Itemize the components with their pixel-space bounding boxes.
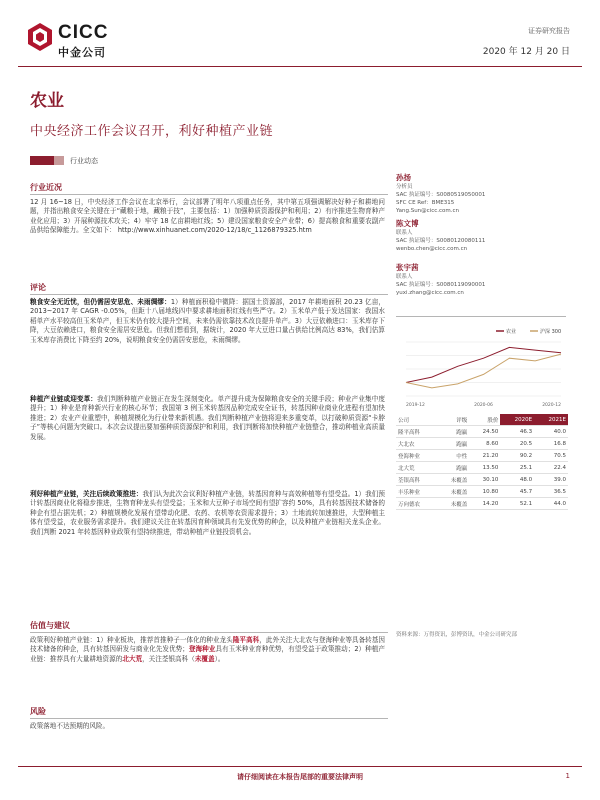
stock-highlight: 北大荒 xyxy=(122,654,143,663)
comment-paragraph-1 xyxy=(30,298,385,345)
analyst-name: 陈文博 xyxy=(396,219,419,228)
table-cell: 跑赢 xyxy=(437,426,469,438)
risk-text: 政策落地不达预期的风险。 xyxy=(30,722,110,730)
summary-text: 12 月 16~18 日，中央经济工作会议在北京举行，会议部署了明年八项重点任务，其中第五项强调解决好种子和耕地问题，并指出粮食安全关键在于“藏粮于地，藏粮于技”，主要包括：1）加强种质资源保护和利用；2）有序推进生物育种产业化应用；3）开展种源技术攻关；4）牢守 18 亿亩耕地红线；5）建设国家粮食安全产业带；6）提高粮食和重要农副产品供给保障能力。全文如下： xyxy=(30,198,385,235)
table-row xyxy=(396,426,568,438)
table-cell: 39.0 xyxy=(534,474,568,486)
analyst-sac: SAC 执证编号：S0080119090001 xyxy=(396,282,486,288)
comment-text-3: 我们认为此次会议利好种植产业链，转基因育种与高效种植等有望受益。1）我们预计转基因商业化将稳步推进，生物育种龙头有望受益；玉米和大豆种子市场空间有望扩容约 50%，具有转基因技术储备的种企有望占据先机；2）种植规模化发展有望带动化肥、农药、农机等农资需求提升；3）土地流转加速推进，大型种植主体有望受益，农业服务需求提升。我们建议关注在转基因育种领域具有先发优势的种企，以及种植产业链相关龙头企业。我们判断 2021 年转基因种业政策有望持续推进，带动种植产业链投资机会。 xyxy=(30,490,386,536)
chart-legend-label: 沪深 300 xyxy=(540,329,562,335)
table-cell: 90.2 xyxy=(500,450,534,462)
table-cell: 40.0 xyxy=(534,426,568,438)
analyst-email[interactable]: wenbo.chen@cicc.com.cn xyxy=(396,246,468,252)
table-cell: 22.4 xyxy=(534,462,568,474)
table-header: 2021E xyxy=(534,414,568,426)
analyst-sac: SAC 执证编号：S0080120080111 xyxy=(396,238,486,244)
header-divider xyxy=(18,66,582,67)
rec-text-e: ）。 xyxy=(214,654,225,663)
report-type: 证券研究报告 xyxy=(528,27,570,35)
analyst-block xyxy=(396,262,566,297)
rec-text-b: ，此外关注大北农与登海种业等具备转基因技术储备的种企，具有转基因研发与商业化先发优势； xyxy=(30,636,386,654)
stock-highlight: 登海种业 xyxy=(188,645,216,654)
chart-x-tick-label: 2019-12 xyxy=(406,403,425,408)
table-cell: 北大荒 xyxy=(396,462,437,474)
summary-paragraph xyxy=(30,198,385,236)
section-heading-summary: 行业近况 xyxy=(30,183,62,192)
data-sources: 资料来源：万得资讯，彭博资讯，中金公司研究部 xyxy=(396,632,518,638)
analyst-role: 分析员 xyxy=(396,184,413,190)
table-cell: 13.50 xyxy=(469,462,500,474)
analyst-divider xyxy=(396,316,566,317)
table-row xyxy=(396,486,568,498)
table-cell: 44.0 xyxy=(534,498,568,510)
logo-text-en: CICC xyxy=(58,22,109,43)
table-header: 公司 xyxy=(396,414,437,426)
analyst-sfc: SFC CE Ref：BME315 xyxy=(396,200,455,206)
table-cell: 10.80 xyxy=(469,486,500,498)
analyst-name: 孙扬 xyxy=(396,173,411,182)
comment-paragraph-3 xyxy=(30,490,385,537)
page-number: 1 xyxy=(565,772,570,780)
comment-lead-1: 粮食安全无近忧，但仍需居安思危、未雨绸缪： xyxy=(30,298,171,306)
table-header: 股价 xyxy=(469,414,500,426)
table-cell: 14.20 xyxy=(469,498,500,510)
analyst-block xyxy=(396,172,566,215)
table-cell: 荃银高科 xyxy=(396,474,437,486)
table-cell: 未覆盖 xyxy=(437,474,469,486)
table-cell: 70.5 xyxy=(534,450,568,462)
table-cell: 45.7 xyxy=(500,486,534,498)
chart-x-tick-label: 2020-06 xyxy=(474,403,493,408)
section-rule xyxy=(30,718,388,719)
chart-series-line xyxy=(406,354,561,388)
table-header: 2020E xyxy=(500,414,534,426)
table-cell: 16.8 xyxy=(534,438,568,450)
table-cell: 登海种业 xyxy=(396,450,437,462)
table-cell: 隆平高科 xyxy=(396,426,437,438)
table-cell: 20.5 xyxy=(500,438,534,450)
table-cell: 大北农 xyxy=(396,438,437,450)
table-row xyxy=(396,474,568,486)
analyst-name: 张宇茜 xyxy=(396,263,419,272)
comment-text-1: 1）种植面积稳中微降：据国土资源部，2017 年耕地面积 20.23 亿亩，2013~2017 年 CAGR -0.05%，但距十八届地线四中要求耕地面积红线有些严守。2）玉米单产低于发达国家：我国水稻单产水平较高但玉米单产，但玉米仍有较大提升空间，未来仍需依靠技术改良提升单产。3）大豆依赖进口：玉米库存下降，大豆依赖进口，粮食安全需居安思危。但我们想看到，据统计，2020 年大豆进口量占供给比例高达 83%，我们估算玉米库存消费比下降至约 20%，说明粮食安全仍需居安思危，未雨绸缪。 xyxy=(30,298,386,344)
analyst-email[interactable]: yuxi.zhang@cicc.com.cn xyxy=(396,290,464,296)
table-cell: 跑赢 xyxy=(437,462,469,474)
table-cell: 25.1 xyxy=(500,462,534,474)
chart-legend-label: 农业 xyxy=(506,329,517,335)
report-date: 2020 年 12 月 20 日 xyxy=(482,47,570,57)
comment-lead-2: 种植产业链或迎变革： xyxy=(30,395,98,403)
table-row xyxy=(396,450,568,462)
rec-text-d: ，关注荃银高科（ xyxy=(142,654,195,663)
tag-bar xyxy=(30,156,54,165)
report-title: 中央经济工作会议召开，利好种植产业链 xyxy=(30,124,274,139)
table-row xyxy=(396,498,568,510)
logo-text-cn: 中金公司 xyxy=(58,46,106,59)
stock-highlight: 未覆盖 xyxy=(194,654,215,663)
table-cell: 丰乐种业 xyxy=(396,486,437,498)
chart-series-line xyxy=(406,347,561,382)
section-rule xyxy=(30,194,388,195)
section-heading-recommendation: 估值与建议 xyxy=(30,621,70,630)
rec-text-a: 政策利好种植产业链：1）种业板块，推荐首推种子一体化的种业龙头 xyxy=(30,636,233,644)
section-heading-risk: 风险 xyxy=(30,707,46,716)
analyst-sac: SAC 执证编号：S0080519050001 xyxy=(396,192,486,198)
table-cell: 30.10 xyxy=(469,474,500,486)
footer-divider xyxy=(18,766,582,767)
tag-bar-secondary xyxy=(54,156,64,165)
industry-heading: 农业 xyxy=(30,91,64,111)
rec-text-c: 具有玉米种业育种优势，有望受益于政策推动；2）种植产业链：推荐具有大量耕地资源的 xyxy=(30,645,386,663)
table-cell: 未覆盖 xyxy=(437,498,469,510)
recommendation-paragraph xyxy=(30,636,385,664)
table-cell: 跑赢 xyxy=(437,438,469,450)
table-cell: 24.50 xyxy=(469,426,500,438)
table-cell: 中性 xyxy=(437,450,469,462)
table-cell: 52.1 xyxy=(500,498,534,510)
comment-paragraph-2 xyxy=(30,395,385,442)
stock-highlight: 隆平高科 xyxy=(232,636,260,644)
analyst-role: 联系人 xyxy=(396,230,413,236)
table-cell: 46.3 xyxy=(500,426,534,438)
report-tag: 行业动态 xyxy=(70,157,98,165)
table-cell: 未覆盖 xyxy=(437,486,469,498)
section-rule xyxy=(30,294,388,295)
comment-text-2: 我们判断种植产业链正在发生深刻变化。单产提升成为保障粮食安全的关键手段；种业产业集中度提升；1）种业是育种新兴行业的核心环节；我国第 3 例玉米转基因品种完成安全证书，转基因种业商业化进程有望加快推进；2）农业产业重塑中，种植规模化为行业带来新机遇。我们判断种植产业链将迎来多重变革，以打破种质资源“卡脖子”等核心问题为突破口。本次会议提出要加强种质资源保护和利用，我们判断将加快种植产业链整合，推动种植业高质量发展。 xyxy=(30,395,386,441)
comment-lead-3: 利好种植产业链，关注后续政策推进： xyxy=(30,490,143,498)
table-header-row xyxy=(396,414,568,426)
table-cell: 21.20 xyxy=(469,450,500,462)
analyst-email[interactable]: Yang.Sun@cicc.com.cn xyxy=(396,208,460,214)
section-heading-comment: 评论 xyxy=(30,283,46,292)
table-header: 评级 xyxy=(437,414,469,426)
table-cell: 万向德农 xyxy=(396,498,437,510)
section-rule xyxy=(30,632,388,633)
table-cell: 36.5 xyxy=(534,486,568,498)
chart-x-tick-label: 2020-12 xyxy=(542,403,561,408)
legal-notice: 请仔细阅读在本报告尾部的重要法律声明 xyxy=(237,773,363,781)
table-cell: 8.60 xyxy=(469,438,500,450)
table-cell: 48.0 xyxy=(500,474,534,486)
analyst-role: 联系人 xyxy=(396,274,413,280)
table-row xyxy=(396,462,568,474)
table-row xyxy=(396,438,568,450)
analyst-block xyxy=(396,218,566,253)
cicc-logo-icon xyxy=(27,22,53,52)
valuation-table xyxy=(396,414,568,510)
summary-url-link[interactable]: http://www.xinhuanet.com/2020-12/18/c_1126879325.htm xyxy=(117,226,312,235)
performance-chart xyxy=(396,322,568,410)
